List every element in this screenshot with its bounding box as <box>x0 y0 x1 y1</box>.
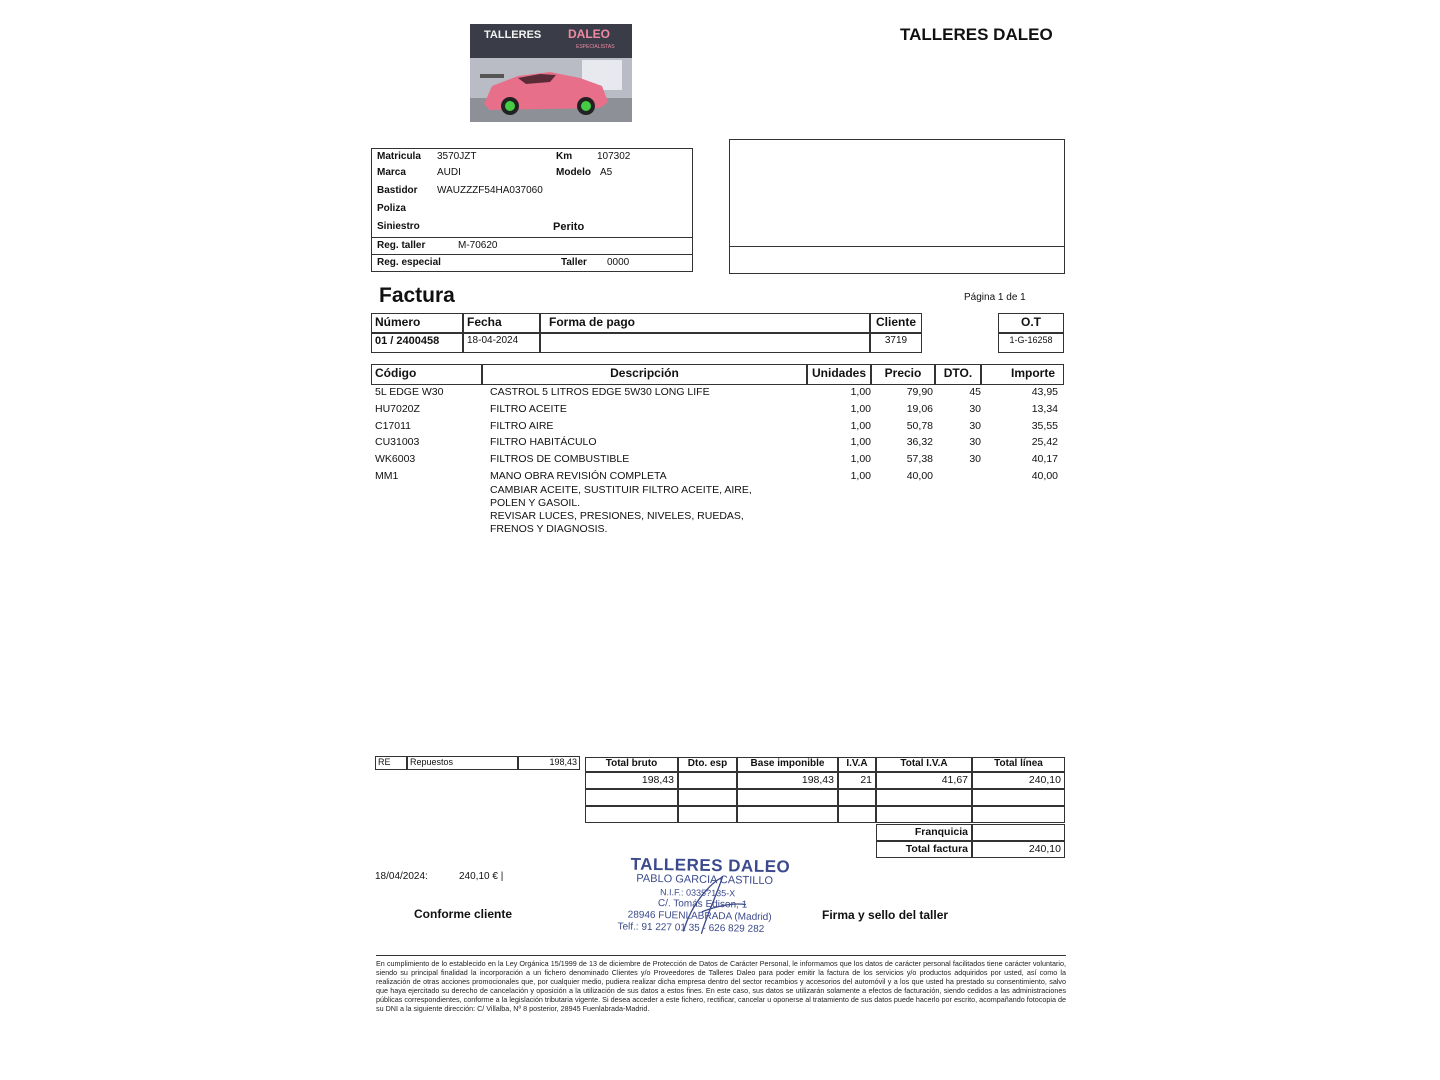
line-precio: 19,06 <box>906 402 933 415</box>
bastidor-value: WAUZZZF54HA037060 <box>437 185 543 196</box>
line-importe: 25,42 <box>1031 436 1058 449</box>
line-importe: 40,00 <box>1031 470 1058 482</box>
empty-cell <box>876 806 972 823</box>
codigo-header: Código <box>371 364 482 385</box>
empty-cell <box>838 789 876 806</box>
iva-value: 21 <box>838 772 876 789</box>
line-importe: 43,95 <box>1031 386 1058 398</box>
line-descripcion: FILTROS DE COMBUSTIBLE <box>490 453 630 466</box>
extra-desc-line: CAMBIAR ACEITE, SUSTITUIR FILTRO ACEITE, AIRE, <box>490 484 752 496</box>
empty-cell <box>737 806 838 823</box>
poliza-label: Poliza <box>377 203 406 214</box>
cliente-header: Cliente <box>870 313 922 333</box>
empty-cell <box>678 806 737 823</box>
line-codigo: CU31003 <box>375 436 420 449</box>
empty-cell <box>678 789 737 806</box>
extra-desc-line: FRENOS Y DIAGNOSIS. <box>490 523 608 535</box>
line-descripcion: MANO OBRA REVISIÓN COMPLETA <box>490 470 667 482</box>
line-importe: 35,55 <box>1031 419 1058 432</box>
line-descripcion: FILTRO HABITÁCULO <box>490 436 597 449</box>
fecha-value: 18-04-2024 <box>463 333 540 353</box>
payment-amount: 240,10 € | <box>459 871 504 882</box>
line-precio: 40,00 <box>906 470 933 482</box>
line-unidades: 1,00 <box>850 419 871 432</box>
line-importe: 13,34 <box>1031 402 1058 415</box>
stamp-line: C/. Tomás Edison, 1 <box>657 898 748 911</box>
empty-cell <box>838 806 876 823</box>
line-dto: 30 <box>969 436 981 449</box>
empty-cell <box>972 789 1065 806</box>
extra-description <box>490 484 752 536</box>
line-unidades: 1,00 <box>850 470 871 482</box>
total-linea-value: 240,10 <box>972 772 1065 789</box>
line-codigo: WK6003 <box>375 453 416 466</box>
matricula-label: Matricula <box>377 151 421 162</box>
dto-esp-header: Dto. esp <box>678 757 737 772</box>
ot-header: O.T <box>998 313 1064 333</box>
matricula-value: 3570JZT <box>437 151 477 162</box>
line-descripcion: FILTRO AIRE <box>490 419 554 432</box>
fecha-header: Fecha <box>463 313 540 333</box>
forma-pago-value <box>540 333 870 353</box>
line-importe: 40,17 <box>1031 453 1058 466</box>
numero-header: Número <box>371 313 463 333</box>
logo-text-talleres: TALLERES <box>484 29 542 41</box>
marca-value: AUDI <box>437 167 461 178</box>
line-precio: 57,38 <box>906 453 933 466</box>
line-unidades: 1,00 <box>850 436 871 449</box>
line-dto: 45 <box>969 386 981 398</box>
iva-header: I.V.A <box>838 757 876 772</box>
km-label: Km <box>556 151 573 162</box>
numero-value: 01 / 2400458 <box>371 333 463 353</box>
reg-taller-label: Reg. taller <box>377 240 426 251</box>
line-codigo: HU7020Z <box>375 402 420 415</box>
empty-cell <box>585 806 678 823</box>
reg-especial-label: Reg. especial <box>377 257 441 268</box>
line-dto: 30 <box>969 453 981 466</box>
stamp-line: 28946 FUENLABRADA (Madrid) <box>627 909 772 924</box>
total-factura-value: 240,10 <box>972 841 1065 858</box>
line-unidades: 1,00 <box>850 386 871 398</box>
line-codigo: 5L EDGE W30 <box>375 386 444 398</box>
signature-scribble <box>671 871 752 942</box>
total-factura-label: Total factura <box>876 841 972 858</box>
total-bruto-header: Total bruto <box>585 757 678 772</box>
modelo-value: A5 <box>600 167 613 178</box>
empty-cell <box>972 806 1065 823</box>
line-dto: 30 <box>969 419 981 432</box>
re-label: RE <box>375 756 407 770</box>
empty-cell <box>876 789 972 806</box>
line-unidades: 1,00 <box>850 453 871 466</box>
line-precio: 50,78 <box>906 419 933 432</box>
unidades-header: Unidades <box>807 364 871 385</box>
franquicia-value <box>972 824 1065 841</box>
line-descripcion: CASTROL 5 LITROS EDGE 5W30 LONG LIFE <box>490 386 710 398</box>
dto-esp-value <box>678 772 737 789</box>
importe-header: Importe <box>981 364 1064 385</box>
empty-cell <box>585 789 678 806</box>
payment-date: 18/04/2024: <box>375 871 428 882</box>
logo-text-sub: ESPECIALISTAS <box>576 44 615 50</box>
page-number: Página 1 de 1 <box>964 292 1026 303</box>
stamp-line: TALLERES DALEO <box>630 854 791 877</box>
total-iva-value: 41,67 <box>876 772 972 789</box>
line-precio: 36,32 <box>906 436 933 449</box>
line-codigo: C17011 <box>375 419 412 432</box>
company-stamp <box>611 850 813 945</box>
taller-label: Taller <box>561 257 587 268</box>
dto-header: DTO. <box>935 364 981 385</box>
line-codigo: MM1 <box>375 470 399 482</box>
marca-label: Marca <box>377 167 406 178</box>
franquicia-label: Franquicia <box>876 824 972 841</box>
stamp-line: PABLO GARCIA CASTILLO <box>636 872 774 888</box>
line-descripcion: FILTRO ACEITE <box>490 402 567 415</box>
logo-text-daleo: DALEO <box>568 27 610 41</box>
conforme-cliente-label: Conforme cliente <box>414 907 513 921</box>
km-value: 107302 <box>597 151 631 162</box>
cliente-value: 3719 <box>870 333 922 353</box>
stamp-line: Telf.: 91 227 01 35 - 626 829 282 <box>617 921 765 935</box>
repuestos-label: Repuestos <box>407 756 518 770</box>
base-imponible-header: Base imponible <box>737 757 838 772</box>
bastidor-label: Bastidor <box>377 185 418 196</box>
repuestos-value: 198,43 <box>518 756 580 770</box>
extra-desc-line: POLEN Y GASOIL. <box>490 497 581 509</box>
descripcion-header: Descripción <box>482 364 807 385</box>
empty-cell <box>737 789 838 806</box>
ot-value: 1-G-16258 <box>998 333 1064 353</box>
line-unidades: 1,00 <box>850 402 871 415</box>
modelo-label: Modelo <box>556 167 591 178</box>
stamp-line: N.I.F.: 0335?135-X <box>660 887 736 899</box>
total-bruto-value: 198,43 <box>585 772 678 789</box>
perito-label: Perito <box>553 221 585 233</box>
forma-pago-header: Forma de pago <box>540 313 870 333</box>
firma-sello-label: Firma y sello del taller <box>822 908 949 922</box>
company-name: TALLERES DALEO <box>900 25 1053 44</box>
legal-notice: En cumplimiento de lo establecido en la Ley Orgánica 15/1999 de 13 de diciembre de Protección de Datos de Carácter Personal, le informamos que los datos de carácter personal facilitados tiene carácter voluntario, siendo su principal finalidad la incorporación a un fichero denominado Clientes y/o Proveedores de Talleres Daleo para poder emitir la factura de los servicios y/o productos adquiridos por usted, así como la realización de otras acciones promocionales que, por cualquier medio, pudiera realizar dicha empresa dentro del sector recambios y accesorios del automóvil y a los que usted ha prestado su consentimiento, salvo que haya ejercitado su derecho de cancelación y oposición a la utilización de sus datos a estos fines. En este caso, sus datos se utilizarán solamente a efectos de facturación, siendo cedidos a las administraciones públicas correspondientes, conforme a la legislación tributaria vigente. Si desea acceder a este fichero, rectificar, cancelar u oponerse al tratamiento de sus datos puede hacerlo por escrito, acompañando fotocopia de su DNI a la siguiente dirección: C/ Villalba, Nº 8 posterior, 28945 Fuenlabrada-Madrid. <box>376 959 1066 1013</box>
invoice-title: Factura <box>379 284 455 307</box>
reg-taller-value: M-70620 <box>458 240 498 251</box>
client-address-box <box>729 139 1065 274</box>
company-logo <box>470 24 632 122</box>
line-precio: 79,90 <box>906 386 933 398</box>
taller-value: 0000 <box>607 257 630 268</box>
total-iva-header: Total I.V.A <box>876 757 972 772</box>
line-dto: 30 <box>969 402 981 415</box>
total-linea-header: Total línea <box>972 757 1065 772</box>
base-imponible-value: 198,43 <box>737 772 838 789</box>
siniestro-label: Siniestro <box>377 221 420 232</box>
precio-header: Precio <box>871 364 935 385</box>
extra-desc-line: REVISAR LUCES, PRESIONES, NIVELES, RUEDAS, <box>490 510 744 522</box>
